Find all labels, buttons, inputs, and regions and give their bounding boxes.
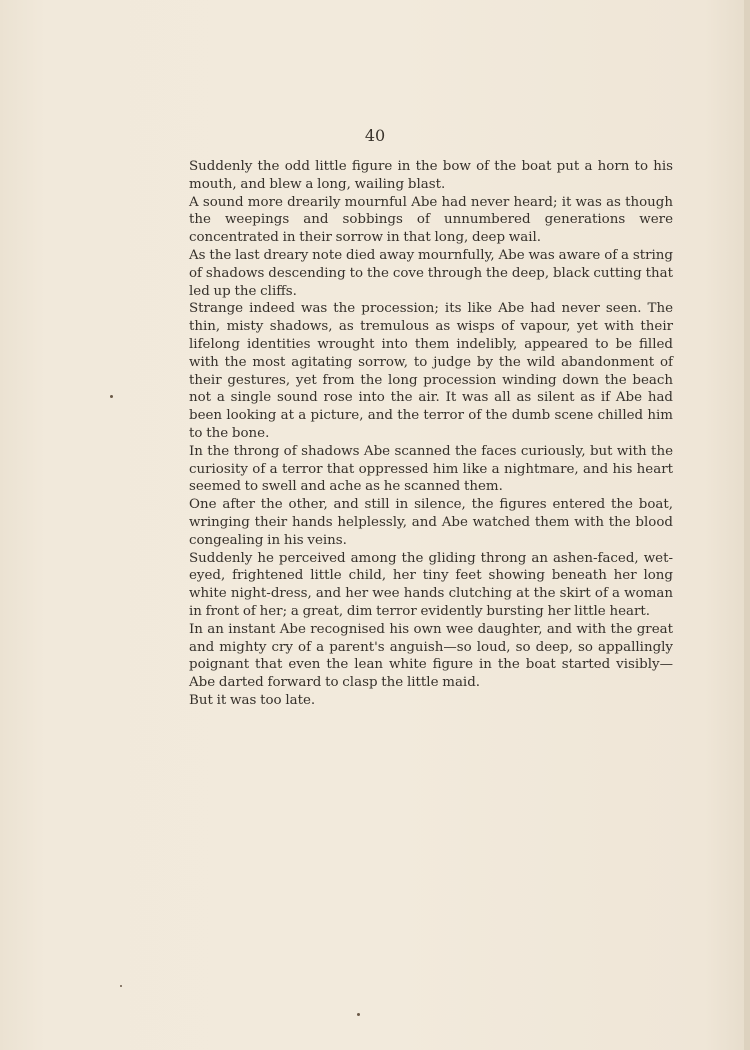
page-number: 40 bbox=[364, 126, 386, 145]
page-edge bbox=[744, 0, 750, 1050]
paragraph-3: As the last dreary note died away mournfully, Abe was aware of a string of shadows descending to the cove through the deep, black cutting that led up the cliffs. bbox=[189, 247, 673, 299]
paper-speck bbox=[357, 1013, 360, 1016]
paragraph-8: In an instant Abe recognised his own wee daughter, and with the great and mighty cry of a parent's anguish—so loud, so deep, so appallingly poignant that even the lean white figure in the boat started visibly—Abe darted forward to clasp the little maid. bbox=[189, 621, 673, 691]
paragraph-7: Suddenly he perceived among the gliding throng an ashen-faced, wet-eyed, frightened little child, her tiny feet showing beneath her long white night-dress, and her wee hands clutching at the skirt of a woman in front of her; a great, dim terror evidently bursting her little heart. bbox=[189, 550, 673, 619]
body-text bbox=[189, 158, 673, 710]
paragraph-6: One after the other, and still in silence, the figures entered the boat, wringing their hands helplessly, and Abe watched them with the blood congealing in his veins. bbox=[189, 497, 673, 548]
paragraph-1: Suddenly the odd little figure in the bow of the boat put a horn to his mouth, and blew a long, wailing blast. bbox=[189, 159, 673, 192]
paragraph-4: Strange indeed was the procession; its like Abe had never seen. The thin, misty shadows, as tremulous as wisps of vapour, yet with their lifelong identities wrought into them indelibly, appeared to be filled with the most agitating sorrow, to judge by the wild abandonment of their gestures, yet from the long procession winding down the beach not a single sound rose into the air. It was all as silent as if Abe had been looking at a picture, and the terror of the dumb scene chilled him to the bone. bbox=[189, 301, 673, 441]
paragraph-9: But it was too late. bbox=[189, 692, 316, 708]
paragraph-2: A sound more drearily mournful Abe had never heard; it was as though the weepings and sobbings of unnumbered generations were concentrated in their sorrow in that long, deep wail. bbox=[189, 194, 673, 246]
paragraph-5: In the throng of shadows Abe scanned the faces curiously, but with the curiosity of a terror that oppressed him like a nightmare, and his heart seemed to swell and ache as he scanned them. bbox=[189, 443, 673, 495]
paper-speck bbox=[110, 395, 113, 398]
paper-speck bbox=[120, 985, 122, 987]
